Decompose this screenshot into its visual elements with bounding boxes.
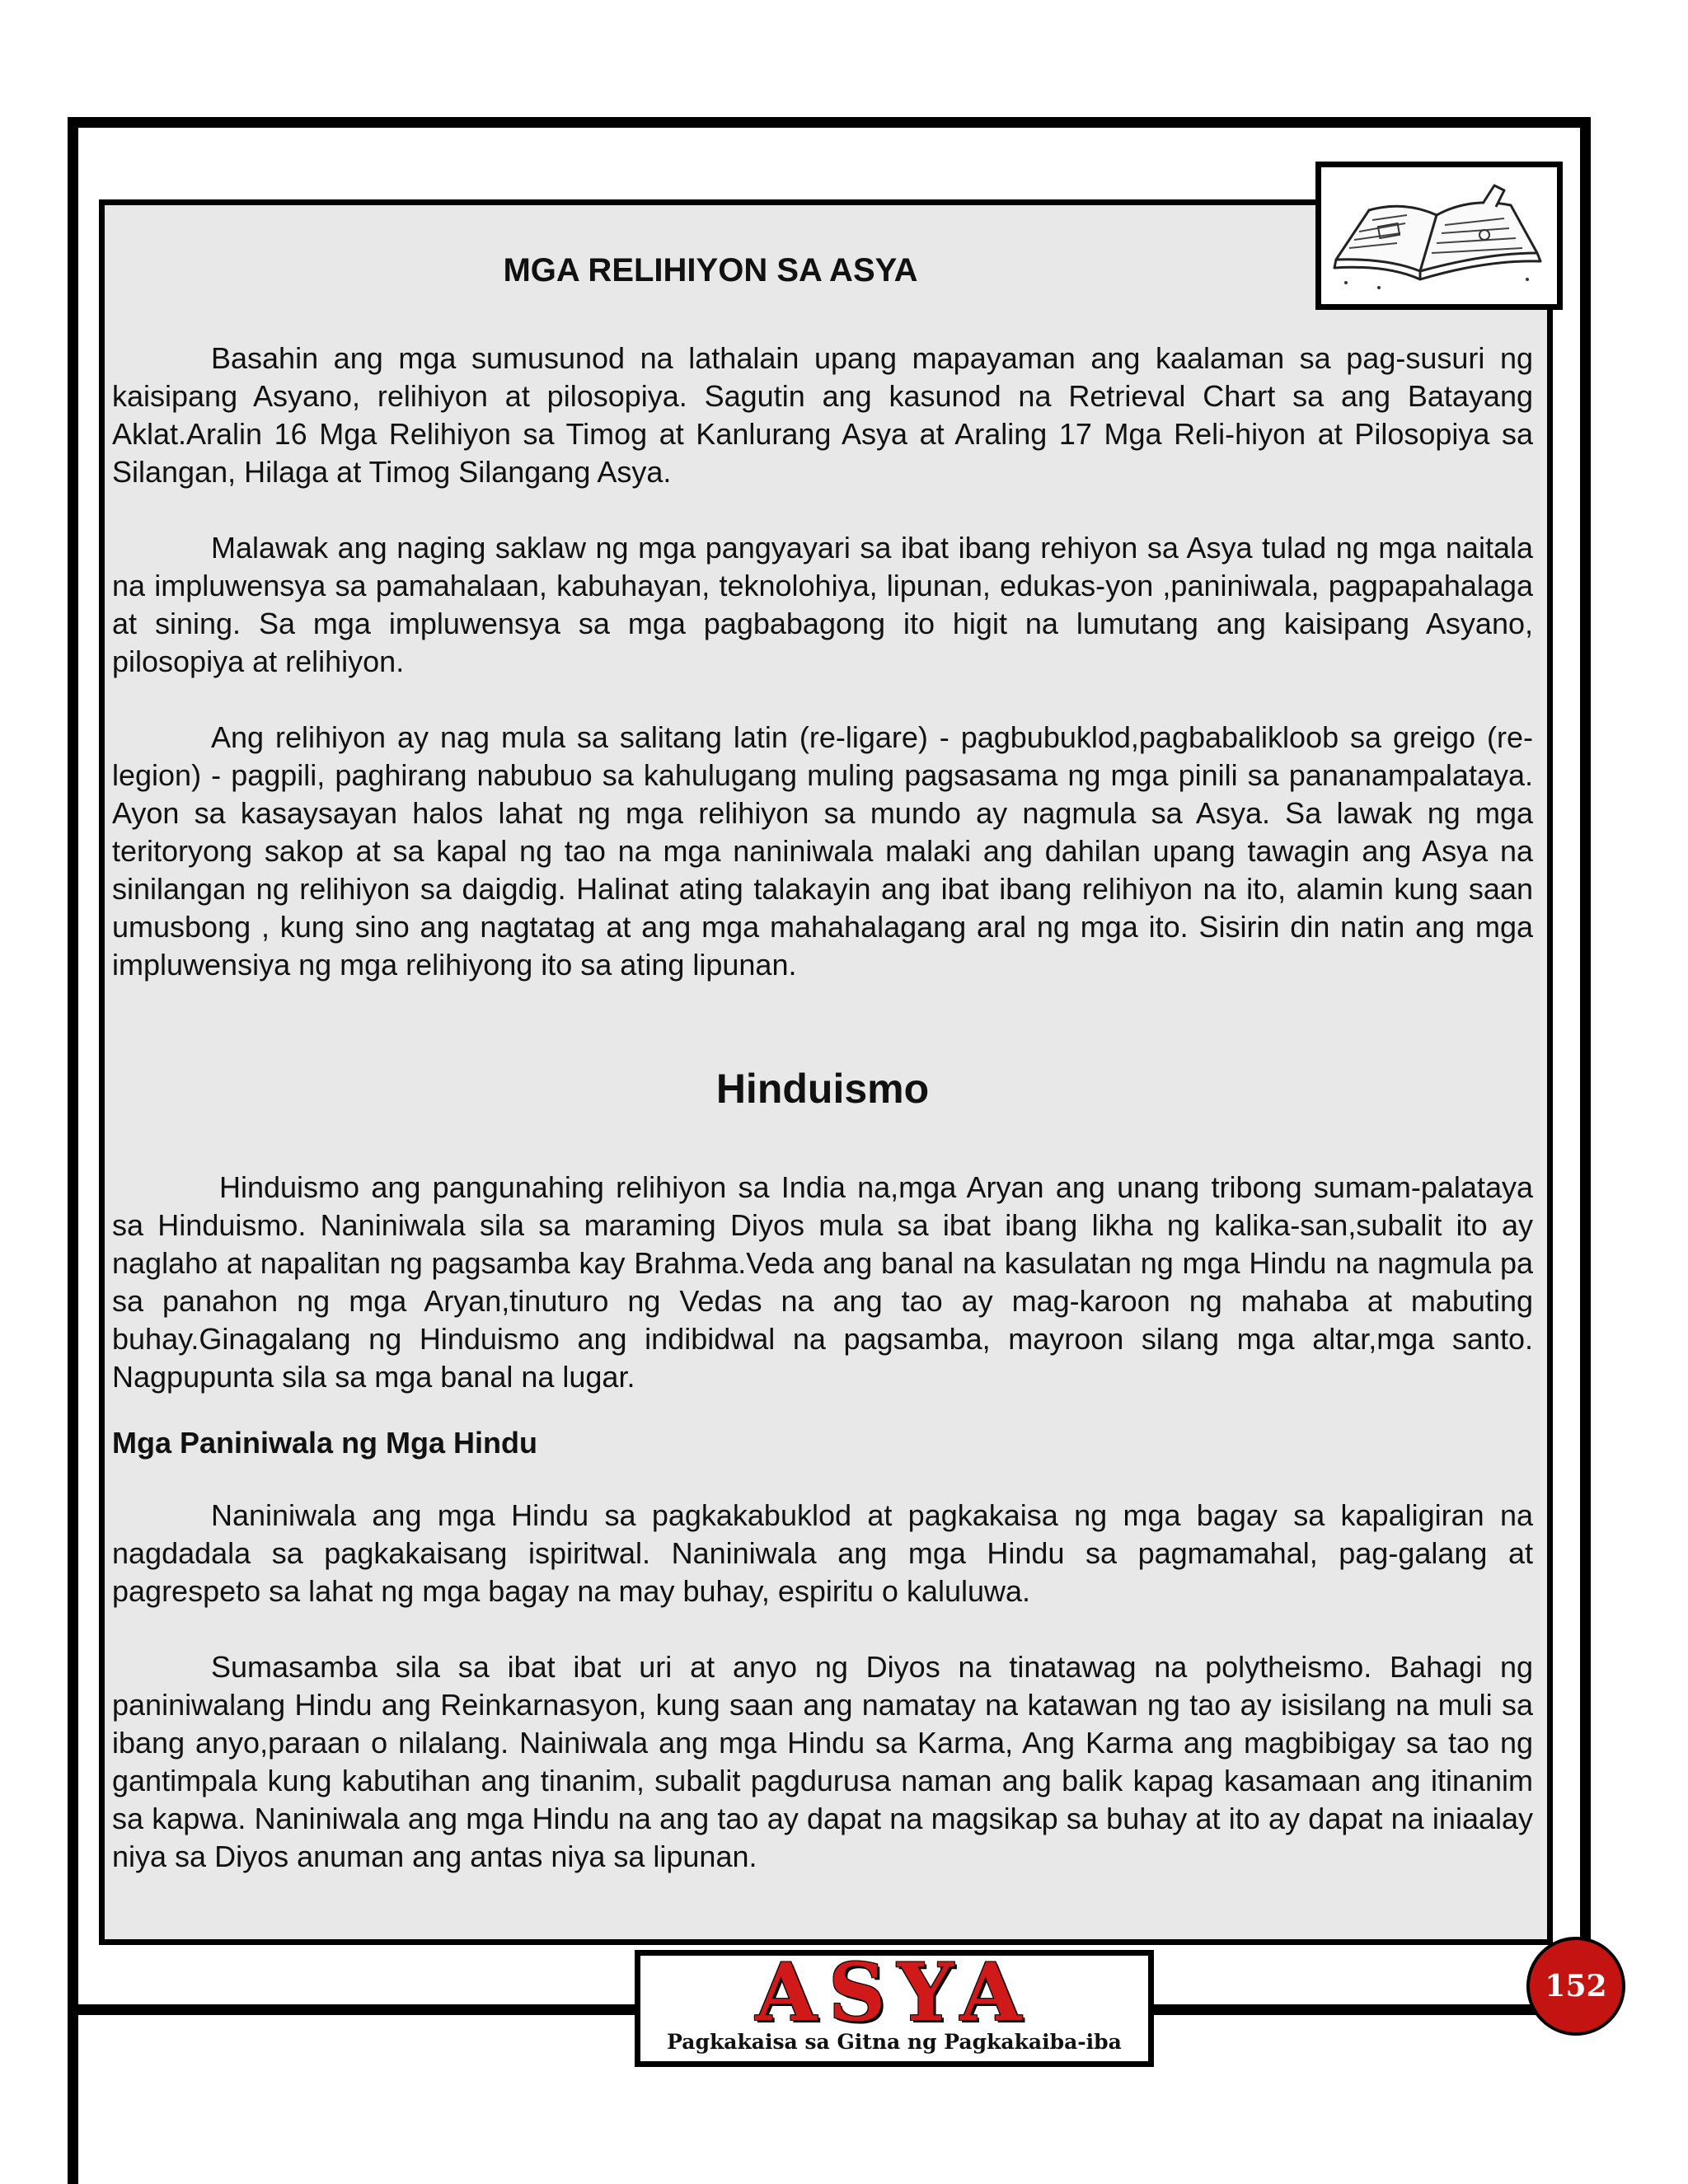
intro-paragraph-3-text: Ang relihiyon ay nag mula sa salitang latin (re-ligare) - pagbubuklod,pagbabalikloob sa greigo (re-legion) - pagpili, paghirang nabubuo sa kahulugang muling pagsasama ng mga pinili sa pananampalataya. Ayon sa kasaysayan halos lahat ng mga relihiyon sa mundo ay nagmula sa Asya. Sa lawak ng mga teritoryong sakop at sa kapal ng tao na mga naniniwala malaki ang dahilan upang tawagin ang Asya na sinilangan ng relihiyon sa daigdig. Halinat ating talakayin ang ibat ibang relihiyon na ito, alamin kung saan umusbong , kung sino ang nagtatag at ang mga mahahalagang aral ng mga ito. Sisirin din natin ang mga impluwensiya ng mga relihiyong ito sa ating lipunan. xyxy=(112,720,1533,982)
intro-paragraph-2-text: Malawak ang naging saklaw ng mga pangyayari sa ibat ibang rehiyon sa Asya tulad ng mga naitala na impluwensya sa pamahalaan, kabuhayan, teknolohiya, lipunan, edukas-yon ,paniniwala, pagpapahalaga at sining. Sa mga impluwensya sa mga pagbabagong ito higit na lumutang ang kaisipang Asyano, pilosopiya at relihiyon. xyxy=(112,531,1533,678)
page-number-badge xyxy=(1526,1937,1625,2036)
book-illustration-box xyxy=(1315,162,1563,310)
hinduismo-paragraph-1-text: Hinduismo ang pangunahing relihiyon sa India na,mga Aryan ang unang tribong sumam-palataya sa Hinduismo. Naniniwala sila sa maraming Diyos mula sa ibat ibang likha ng kalika-san,subalit ito ay naglaho at napalitan ng pagsamba kay Brahma.Veda ang banal na kasulatan ng mga Hindu na nagmula pa sa panahon ng mga Aryan,tinuturo ng Vedas na ang tao ay mag-karoon ng mahaba at mabuting buhay.Ginagalang ng Hinduismo ang indibidwal na pagsamba, mayroon silang mga altar,mga santo. Nagpupunta sila sa mga banal na lugar. xyxy=(112,1170,1533,1394)
open-book-icon xyxy=(1321,167,1557,304)
intro-paragraph-3 xyxy=(112,719,1533,984)
subheading-paniniwala: Mga Paniniwala ng Mga Hindu xyxy=(112,1426,538,1460)
hinduismo-paragraph-3 xyxy=(112,1648,1533,1876)
page-frame-right xyxy=(1580,117,1591,2021)
hinduismo-paragraph-1 xyxy=(112,1169,1533,1396)
section-heading-hinduismo: Hinduismo xyxy=(715,1066,930,1112)
intro-paragraph-1-text: Basahin ang mga sumusunod na lathalain upang mapayaman ang kaalaman sa pag-susuri ng kaisipang Asyano, relihiyon at pilosopiya. Sagutin ang kasunod na Retrieval Chart sa ang Batayang Aklat.Aralin 16 Mga Relihiyon sa Timog at Kanlurang Asya at Araling 17 Mga Reli-hiyon at Pilosopiya sa Silangan, Hilaga at Timog Silangang Asya. xyxy=(112,341,1533,489)
page-title: MGA RELIHIYON SA ASYA xyxy=(503,252,918,288)
page-frame-top xyxy=(68,117,1591,128)
hinduismo-paragraph-3-text: Sumasamba sila sa ibat ibat uri at anyo ng Diyos na tinatawag na polytheismo. Bahagi ng paniniwalang Hindu ang Reinkarnasyon, kung saan ang namatay na katawan ng tao ay isisilang na muli sa ibang anyo,paraan o nilalang. Nainiwala ang mga Hindu sa Karma, Ang Karma ang magbibigay sa tao ng gantimpala kung kabutihan ang tinanim, subalit pagdurusa naman ang balik kapag kasamaan ang itinanim sa kapwa. Naniniwala ang mga Hindu na ang tao ay dapat na magsikap sa buhay at ito ay dapat na iniaalay niya sa Diyos anuman ang antas niya sa lipunan. xyxy=(112,1650,1533,1873)
hinduismo-paragraph-2 xyxy=(112,1497,1533,1610)
intro-paragraph-2 xyxy=(112,529,1533,681)
logo-title: ASYA xyxy=(755,1946,1034,2039)
intro-paragraph-1 xyxy=(112,340,1533,491)
page-number: 152 xyxy=(1545,1969,1607,2004)
hinduismo-paragraph-2-text: Naniniwala ang mga Hindu sa pagkakabuklod at pagkakaisa ng mga bagay sa kapaligiran na nagdadala sa pagkakaisang ispiritwal. Naniniwala ang mga Hindu sa pagmamahal, pag-galang at pagrespeto sa lahat ng mga bagay na may buhay, espiritu o kaluluwa. xyxy=(112,1498,1533,1608)
asya-logo xyxy=(635,1946,1154,2067)
page-frame-left xyxy=(68,117,78,2184)
logo-subtitle: Pagkakaisa sa Gitna ng Pagkakaiba-iba xyxy=(667,2030,1122,2054)
